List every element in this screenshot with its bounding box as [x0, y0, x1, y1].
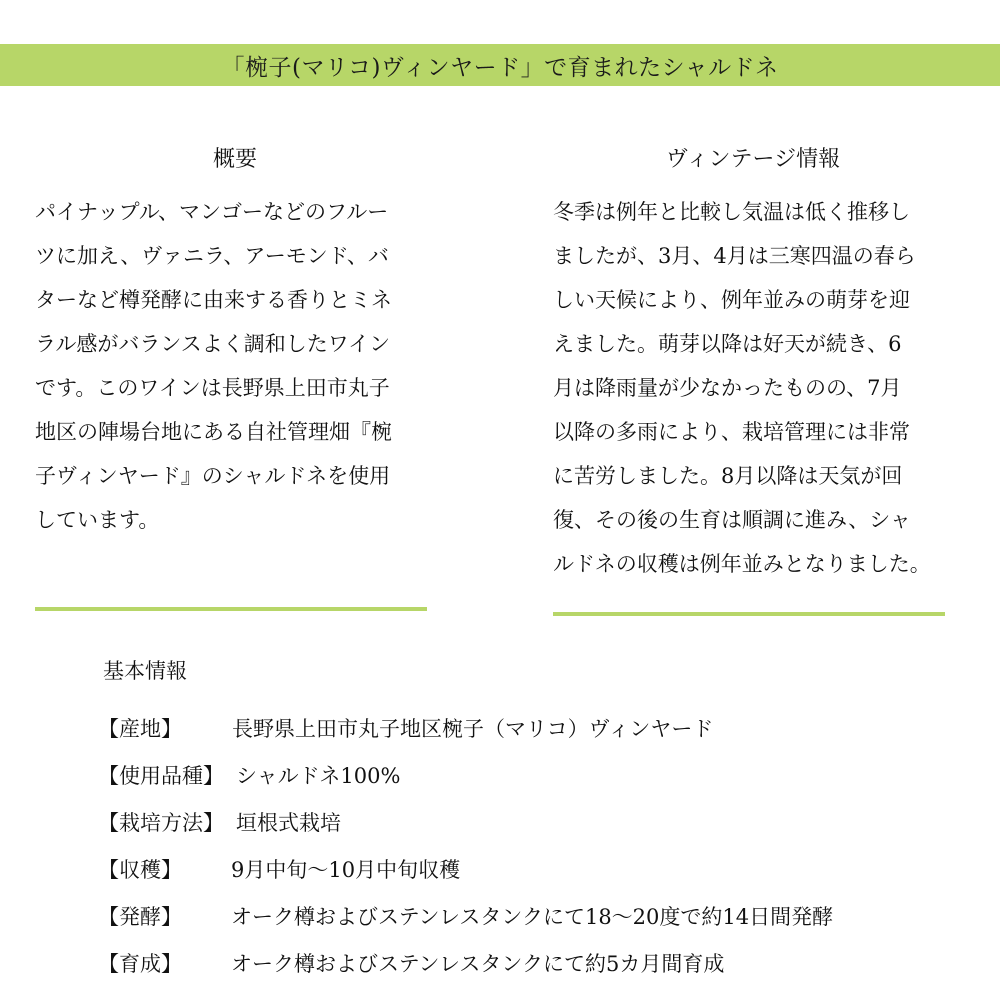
overview-line: ラル感がバランスよく調和したワイン: [35, 332, 391, 356]
info-value: 9月中旬～10月中旬収穫: [231, 857, 461, 882]
overview-line: です。このワインは長野県上田市丸子: [35, 376, 390, 400]
basic-info-list: [98, 704, 833, 986]
info-row-fermentation: [98, 892, 833, 939]
overview-line: パイナップル、マンゴーなどのフルー: [35, 200, 389, 224]
vintage-line: 以降の多雨により、栽培管理には非常: [553, 420, 910, 444]
vintage-text: [553, 190, 973, 586]
info-value: 垣根式栽培: [236, 810, 341, 835]
title-banner: [0, 44, 1000, 86]
vintage-line: 冬季は例年と比較し気温は低く推移し: [553, 200, 910, 224]
info-row-variety: [98, 751, 833, 798]
info-key: 【栽培方法】: [98, 810, 224, 835]
info-row-harvest: [98, 845, 833, 892]
info-key: 【産地】: [98, 716, 182, 741]
vintage-line: えました。萌芽以降は好天が続き、6: [553, 332, 902, 356]
info-value: オーク樽およびステンレスタンクにて18～20度で約14日間発酵: [231, 904, 834, 929]
overview-line: ターなど樽発酵に由来する香りとミネ: [35, 288, 392, 312]
info-value: 長野県上田市丸子地区椀子（マリコ）ヴィンヤード: [232, 716, 714, 741]
info-key: 【育成】: [98, 951, 182, 976]
overview-line: 子ヴィンヤード』のシャルドネを使用: [35, 464, 391, 488]
info-row-origin: [98, 704, 833, 751]
info-value: シャルドネ100%: [236, 763, 401, 788]
info-row-cultivation: [98, 798, 833, 845]
vintage-line: 復、その後の生育は順調に進み、シャ: [553, 508, 911, 532]
vintage-line: に苦労しました。8月以降は天気が回: [553, 464, 903, 488]
overview-line: しています。: [35, 508, 160, 532]
overview-line: 地区の陣場台地にある自社管理畑『椀: [35, 420, 392, 444]
overview-divider: [35, 607, 427, 611]
vintage-line: ルドネの収穫は例年並みとなりました。: [553, 552, 931, 576]
overview-line: ツに加え、ヴァニラ、アーモンド、バ: [35, 244, 389, 268]
overview-text: [35, 190, 435, 542]
vintage-line: しい天候により、例年並みの萌芽を迎: [553, 288, 910, 312]
vintage-line: ましたが、3月、4月は三寒四温の春ら: [553, 244, 916, 268]
info-key: 【収穫】: [98, 857, 182, 882]
vintage-heading: ヴィンテージ情報: [665, 147, 841, 172]
vintage-line: 月は降雨量が少なかったものの、7月: [553, 376, 902, 400]
info-key: 【発酵】: [98, 904, 182, 929]
basic-info-heading: 基本情報: [103, 659, 187, 683]
banner-title: 「椀子(マリコ)ヴィンヤード」で育まれたシャルドネ: [221, 54, 779, 81]
info-row-aging: [98, 939, 833, 986]
info-value: オーク樽およびステンレスタンクにて約5カ月間育成: [231, 951, 725, 976]
overview-heading: 概要: [212, 147, 257, 172]
info-key: 【使用品種】: [98, 763, 224, 788]
vintage-section: [553, 140, 973, 586]
overview-section: [35, 140, 435, 542]
vintage-divider: [553, 612, 945, 616]
